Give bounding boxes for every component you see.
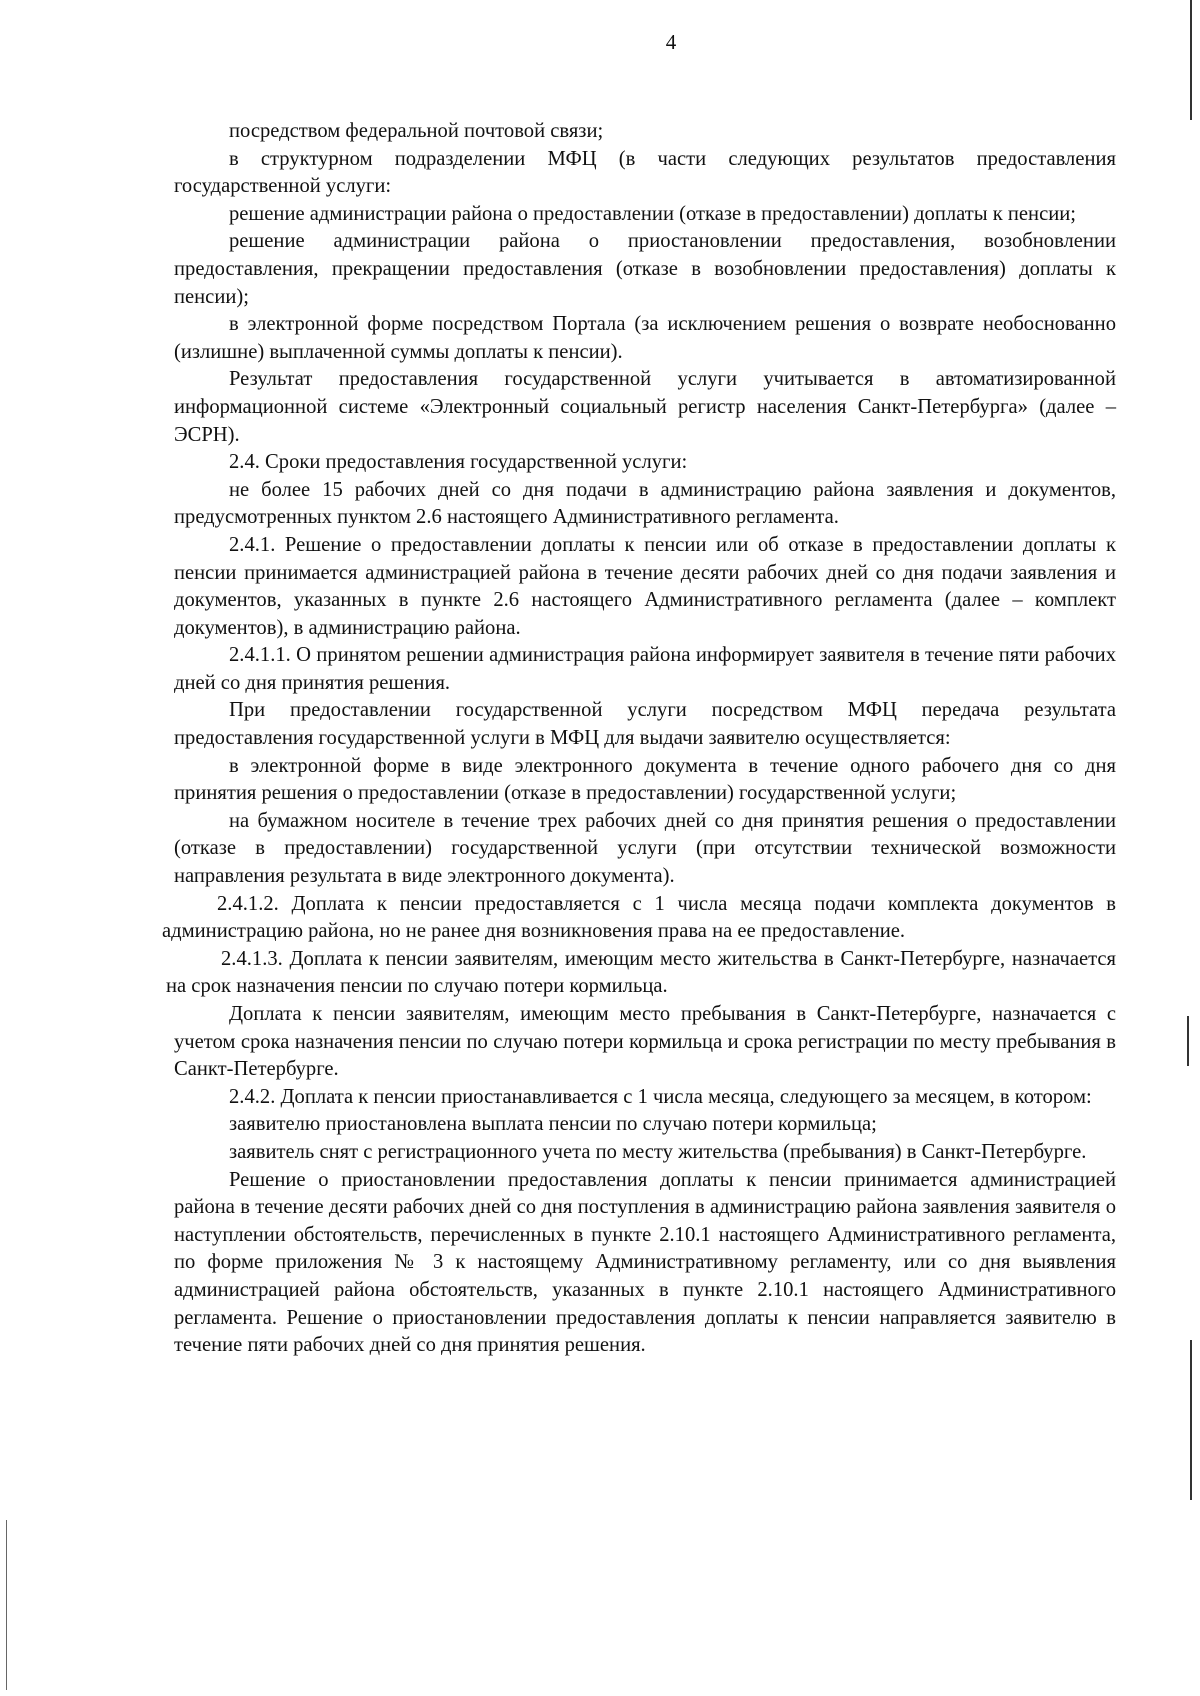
paragraph: заявителю приостановлена выплата пенсии по случаю потери кормильца; — [229, 1113, 877, 1136]
scan-edge-line — [6, 1520, 7, 1690]
paragraph: 2.4.2. Доплата к пенсии приостанавливается с 1 числа месяца, следующего за месяцем, в котором: — [229, 1085, 1092, 1108]
paragraph: на бумажном носителе в течение трех рабочих дней со дня принятия решения о предоставлении (отказе в предоставлении) государственной услуги (при отсутствии технической возможности направления результата в виде электронного документа). — [174, 809, 1116, 888]
paragraph: Решение о приостановлении предоставления доплаты к пенсии принимается администрацией района в течение десяти рабочих дней со дня поступления в администрацию района заявления заявителя о наступлении обстоятельств, перечисленных в пункте 2.10.1 настоящего Административного регламента, по форме приложения № 3 к настоящему Административному регламенту, или со дня выявления администрацией района обстоятельств, указанных в пункте 2.10.1 настоящего Административного регламента. Решение о приостановлении предоставления доплаты к пенсии направляется заявителю в течение пяти рабочих дней со дня принятия решения. — [174, 1168, 1116, 1357]
paragraph: 2.4.1.1. О принятом решении администрация района информирует заявителя в течение пяти рабочих дней со дня принятия решения. — [174, 644, 1116, 694]
paragraph: При предоставлении государственной услуги посредством МФЦ передача результата предоставления государственной услуги в МФЦ для выдачи заявителю осуществляется: — [174, 699, 1116, 750]
paragraph: посредством федеральной почтовой связи; — [229, 120, 604, 142]
paragraph: решение администрации района о приостановлении предоставления, возобновлении предоставления, прекращении предоставления (отказе в возобновлении предоставления) доплаты к пенсии); — [174, 230, 1116, 308]
scan-edge-line — [1190, 0, 1192, 120]
paragraph: Результат предоставления государственной услуги учитывается в автоматизированной информационной системе «Электронный социальный регистр населения Санкт-Петербурга» (далее – ЭСРН). — [174, 368, 1116, 446]
paragraph: 2.4.1.3. Доплата к пенсии заявителям, имеющим место жительства в Санкт-Петербурге, назначается на срок назначения пенсии по случаю потери кормильца. — [166, 947, 1116, 998]
paragraph: в электронной форме в виде электронного документа в течение одного рабочего дня со дня принятия решения о предоставлении (отказе в предоставлении) государственной услуги; — [174, 754, 1116, 805]
paragraph: 2.4.1.2. Доплата к пенсии предоставляется с 1 числа месяца подачи комплекта документов в администрацию района, но не ранее дня возникновения права на ее предоставление. — [162, 892, 1116, 943]
scan-edge-line — [1190, 1340, 1192, 1500]
paragraph: решение администрации района о предоставлении (отказе в предоставлении) доплаты к пенсии; — [229, 202, 1076, 225]
paragraph: в структурном подразделении МФЦ (в части следующих результатов предоставления государственной услуги: — [174, 147, 1116, 198]
paragraph: не более 15 рабочих дней со дня подачи в администрацию района заявления и документов, предусмотренных пунктом 2.6 настоящего Административного регламента. — [174, 478, 1116, 529]
page-number: 4 — [665, 30, 677, 54]
document-body — [162, 118, 1116, 1360]
section-heading: 2.4. Сроки предоставления государственной услуги: — [229, 451, 688, 474]
scan-edge-line — [1187, 1016, 1189, 1066]
paragraph: заявитель снят с регистрационного учета по месту жительства (пребывания) в Санкт-Петербурге. — [229, 1140, 1087, 1163]
paragraph: в электронной форме посредством Портала (за исключением решения о возврате необоснованно (излишне) выплаченной суммы доплаты к пенсии). — [174, 313, 1116, 363]
paragraph: Доплата к пенсии заявителям, имеющим место пребывания в Санкт-Петербурге, назначается с учетом срока назначения пенсии по случаю потери кормильца и срока регистрации по месту пребывания в Санкт-Петербурге. — [174, 1003, 1116, 1081]
paragraph: 2.4.1. Решение о предоставлении доплаты к пенсии или об отказе в предоставлении доплаты к пенсии принимается администрацией района в течение десяти рабочих дней со дня подачи заявления и документов, указанных в пункте 2.6 настоящего Административного регламента (далее – комплект документов), в администрацию района. — [174, 533, 1116, 639]
